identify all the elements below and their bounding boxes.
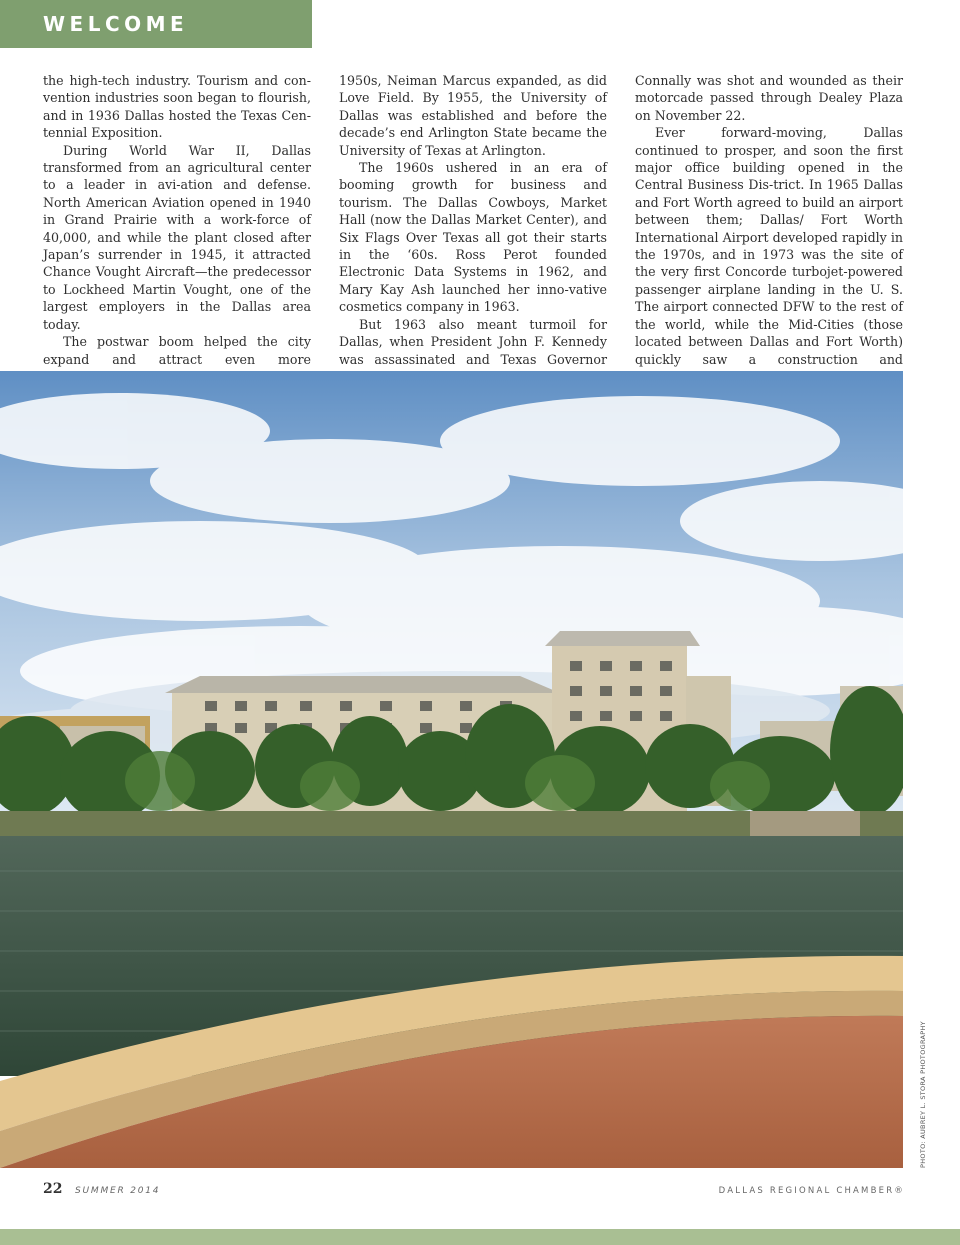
article-column-2 [339, 72, 607, 385]
section-header-bar [0, 0, 312, 48]
paragraph: The 1960s ushered in an era of booming growth for business and tourism. The Dallas Cowboys, Market Hall (now the Dallas Market Center), and Six Flags Over Texas all got their starts in the ‘60s. Ross Perot founded Electronic Data Systems in 1962, and Mary Kay Ash launched her inno-vative cosmetics company in 1963. [339, 160, 607, 315]
paragraph: During World War II, Dallas transformed from an agricultural center to a leader in avi-ation and defense. North American Aviation opened in 1940 in Grand Prairie with a work-force of 40,000, and while the plant closed after Japan’s surrender in 1945, it attracted Chance Vought Aircraft—the predecessor to Lockheed Martin Vought, one of the largest employers in the Dallas area today. [43, 142, 311, 332]
publication-name: DALLAS REGIONAL CHAMBER® [718, 1186, 905, 1196]
paragraph: the high-tech industry. Tourism and con-vention industries soon began to flourish, and in 1936 Dallas hosted the Texas Cen-tennial Exposition. [43, 73, 311, 141]
paragraph: The postwar boom helped the city expand and attract even more [43, 334, 311, 367]
lake-photo [0, 371, 903, 1168]
page-number: 22 [43, 1181, 63, 1197]
photo-credit: PHOTO: AUBREY L. STORA PHOTOGRAPHY [919, 1021, 927, 1168]
footer-bar [0, 1229, 960, 1245]
article-column-3 [635, 72, 903, 385]
paragraph: Connally was shot and wounded as their motorcade passed through Dealey Plaza on November 22. [635, 73, 903, 123]
section-title: WELCOME [43, 12, 189, 36]
paragraph: But 1963 also meant turmoil for Dallas, when President John F. Kennedy was assassinated and Texas Governor [339, 316, 607, 367]
issue-date: SUMMER 2014 [75, 1186, 161, 1196]
article-column-1 [43, 72, 311, 403]
paragraph: Ever forward-moving, Dallas continued to prosper, and soon the first major office building opened in the Central Business Dis-trict. In 1965 Dallas and Fort Worth agreed to build an airport between them; Dallas/ Fort Worth International Airport developed rapidly in the 1970s, and in 1973 was the site of the very first Concorde turbojet-powered passenger airplane landing in the U. S. The airport connected DFW to the rest of the world, while the Mid-Cities (those located between Dallas and Fort Worth) quickly saw a construction and [635, 125, 903, 367]
paragraph: 1950s, Neiman Marcus expanded, as did Love Field. By 1955, the University of Dallas was established and before the decade’s end Arlington State became the University of Texas at Arlington. [339, 73, 607, 158]
